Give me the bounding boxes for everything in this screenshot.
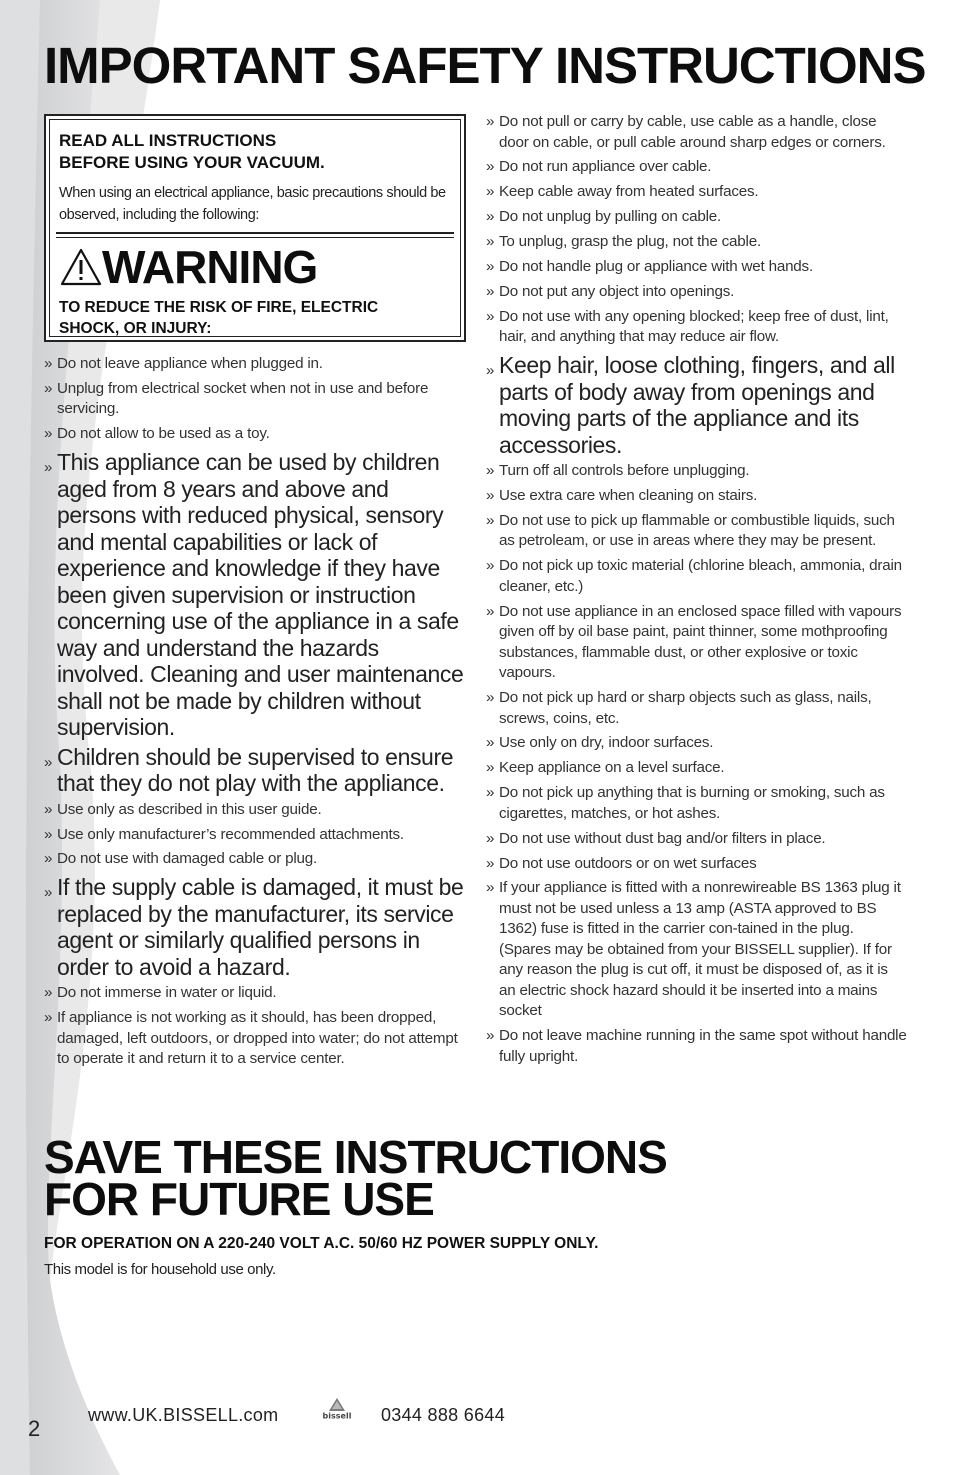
save-line2: FOR FUTURE USE — [44, 1173, 434, 1225]
bullet-marker: » — [486, 113, 495, 130]
bullet-marker: » — [486, 759, 495, 777]
instruction-text: Use extra care when cleaning on stairs. — [499, 487, 758, 505]
instruction-text: Do not use outdoors or on wet surfaces — [499, 854, 757, 872]
instruction-item — [44, 825, 468, 846]
bullet-marker: » — [486, 183, 495, 201]
bullet-marker: » — [486, 158, 495, 176]
bullet-marker: » — [486, 208, 495, 226]
bullet-marker: » — [486, 854, 495, 872]
instruction-text: Do not use with any opening blocked; keep free of dust, lint, hair, and anything that may reduce air flow. — [499, 307, 889, 346]
read-all-line2: BEFORE USING YOUR VACUUM. — [59, 153, 325, 172]
instruction-text: Do not use to pick up flammable or combustible liquids, such as petroleam, or use in areas where they may be present. — [499, 511, 895, 550]
instruction-item — [486, 556, 908, 597]
read-all-line1: READ ALL INSTRUCTIONS — [59, 131, 277, 150]
instruction-item — [44, 1008, 468, 1070]
power-supply-note: FOR OPERATION ON A 220-240 VOLT A.C. 50/60 HZ POWER SUPPLY ONLY. — [44, 1235, 599, 1252]
right-instruction-list — [486, 112, 908, 1072]
instruction-item — [486, 207, 908, 228]
page-title: IMPORTANT SAFETY INSTRUCTIONS — [44, 37, 926, 94]
instruction-text: Unplug from electrical socket when not in use and before servicing. — [57, 379, 429, 418]
instruction-item — [44, 449, 468, 741]
instruction-item — [486, 307, 908, 348]
left-instruction-list — [44, 354, 468, 1074]
instruction-item — [44, 800, 468, 821]
bissell-logo-icon — [312, 1397, 362, 1427]
instruction-text: Use only as described in this user guide. — [57, 800, 322, 818]
bullet-marker: » — [486, 487, 495, 505]
instruction-text: Do not leave appliance when plugged in. — [57, 355, 323, 372]
instruction-item — [486, 854, 908, 875]
instruction-item — [44, 424, 468, 445]
instruction-item — [486, 282, 908, 303]
bullet-marker: » — [44, 884, 52, 902]
bullet-marker: » — [486, 362, 494, 380]
instruction-item — [44, 849, 468, 870]
instruction-text: Use only manufacturer’s recommended attachments. — [57, 825, 404, 843]
instruction-item — [486, 112, 908, 153]
instruction-item — [486, 182, 908, 203]
instruction-text: Use only on dry, indoor surfaces. — [499, 734, 714, 752]
instruction-text: Keep appliance on a level surface. — [499, 759, 725, 777]
instruction-text: Do not pick up toxic material (chlorine bleach, ammonia, drain cleaner, etc.) — [499, 557, 902, 595]
bullet-marker: » — [44, 459, 52, 477]
instruction-text: Do not pick up anything that is burning or smoking, such as cigarettes, matches, or hot ashes. — [499, 784, 885, 822]
footer — [0, 1395, 954, 1475]
bullet-marker: » — [486, 689, 495, 707]
instruction-text: Children should be supervised to ensure that they do not play with the appliance. — [57, 743, 454, 797]
instruction-text: Do not leave machine running in the same spot without handle fully upright. — [499, 1027, 907, 1065]
instruction-item — [486, 1026, 908, 1067]
instruction-text: Do not pull or carry by cable, use cable as a handle, close door on cable, or pull cable around sharp edges or corners. — [499, 113, 886, 151]
instruction-item — [486, 758, 908, 779]
bullet-marker: » — [486, 511, 495, 529]
bullet-marker: » — [486, 557, 495, 575]
reduce-risk-line2: SHOCK, OR INJURY: — [59, 320, 212, 337]
instruction-item — [486, 157, 908, 178]
instruction-item — [486, 688, 908, 729]
reduce-risk-line1: TO REDUCE THE RISK OF FIRE, ELECTRIC — [59, 299, 379, 316]
reduce-risk-text — [59, 297, 378, 339]
instruction-item — [486, 461, 908, 482]
instruction-text: This appliance can be used by children aged from 8 years and above and persons with reduced physical, sensory and mental capabilities or lack of experience and knowledge if they have been given supervision or instruction concerning use of the appliance in a safe way and understand the hazards involved. Cleaning and user maintenance shall not be made by children without supervision. — [57, 449, 464, 741]
warning-word: WARNING — [102, 241, 318, 293]
instruction-item — [486, 486, 908, 507]
instruction-item — [486, 232, 908, 253]
instruction-text: Do not use with damaged cable or plug. — [57, 850, 318, 868]
website-link[interactable]: www.UK.BISSELL.com — [88, 1405, 279, 1425]
save-line1: SAVE THESE INSTRUCTIONS — [44, 1131, 667, 1183]
instruction-item — [44, 744, 468, 797]
bullet-marker: » — [44, 753, 52, 771]
instruction-text: Turn off all controls before unplugging. — [499, 462, 750, 480]
instruction-text: Do not run appliance over cable. — [499, 158, 712, 176]
read-all-heading — [59, 130, 325, 174]
instruction-text: If appliance is not working as it should, has been dropped, damaged, left outdoors, or dropped into water; do not attempt to operate it and return it to a service center. — [57, 1009, 458, 1068]
instruction-text: Do not use without dust bag and/or filters in place. — [499, 829, 826, 847]
bullet-marker: » — [486, 602, 495, 620]
instruction-text: To unplug, grasp the plug, not the cable. — [499, 233, 761, 251]
bullet-marker: » — [486, 257, 495, 275]
warning-box — [44, 114, 466, 342]
instruction-item — [44, 874, 468, 980]
bullet-marker: » — [486, 462, 495, 480]
bullet-marker: » — [486, 879, 495, 897]
instruction-item — [486, 829, 908, 850]
bullet-marker: » — [44, 379, 53, 397]
instruction-text: Do not handle plug or appliance with wet hands. — [499, 257, 813, 275]
instruction-text: If the supply cable is damaged, it must be replaced by the manufacturer, its service agent or similarly qualified persons in order to avoid a hazard. — [57, 874, 464, 980]
instruction-item — [486, 878, 908, 1022]
svg-text:bissell: bissell — [322, 1411, 352, 1421]
bullet-marker: » — [44, 984, 53, 1002]
instruction-item — [486, 352, 908, 458]
save-instructions-heading — [44, 1131, 667, 1225]
instruction-text: Keep cable away from heated surfaces. — [499, 183, 759, 201]
bullet-marker: » — [486, 829, 495, 847]
instruction-item — [486, 511, 908, 552]
instruction-text: Keep hair, loose clothing, fingers, and all parts of body away from openings and moving parts of the appliance and its accessories. — [499, 352, 895, 458]
instruction-item — [44, 983, 468, 1004]
phone-number[interactable]: 0344 888 6644 — [381, 1405, 506, 1425]
bullet-marker: » — [486, 734, 495, 752]
instruction-text: If your appliance is fitted with a nonrewireable BS 1363 plug it must not be used unless a 13 amp (ASTA approved to BS 1362) fuse is fitted in the carrier con-tained in the plug. (Spares may be obtained from your BISSELL supplier). If for any reason the plug is cut off, it must be disposed of, as it is an electric shock hazard should it be inserted into a mains socket — [499, 879, 901, 1020]
bullet-marker: » — [486, 233, 495, 251]
instruction-text: Do not put any object into openings. — [499, 282, 735, 300]
instruction-item — [486, 257, 908, 278]
bullet-marker: » — [486, 1027, 495, 1045]
divider — [56, 237, 454, 238]
instruction-item — [486, 602, 908, 684]
instruction-item — [486, 783, 908, 824]
instruction-text: Do not allow to be used as a toy. — [57, 425, 270, 443]
bullet-marker: » — [44, 425, 53, 443]
divider — [56, 232, 454, 234]
bullet-marker: » — [44, 850, 53, 868]
bullet-marker: » — [44, 825, 53, 843]
page-number: 2 — [28, 1416, 41, 1441]
instruction-text: Do not use appliance in an enclosed space filled with vapours given off by oil base paint, paint thinner, some mothproofing substances, flammable dust, or other explosive or toxic vapours. — [499, 602, 902, 682]
instruction-text: Do not pick up hard or sharp objects such as glass, nails, screws, coins, etc. — [499, 689, 872, 727]
bullet-marker: » — [486, 282, 495, 300]
instruction-text: Do not immerse in water or liquid. — [57, 984, 277, 1002]
instruction-item — [486, 733, 908, 754]
bullet-marker: » — [486, 784, 495, 802]
bullet-marker: » — [44, 1009, 53, 1027]
instruction-item — [44, 379, 468, 420]
bullet-marker: » — [486, 307, 495, 325]
warning-triangle-icon — [60, 248, 102, 286]
bullet-marker: » — [44, 800, 53, 818]
instruction-text: Do not unplug by pulling on cable. — [499, 208, 722, 226]
warning-heading — [60, 242, 317, 292]
precaution-text: When using an electrical appliance, basic precautions should be observed, including the following: — [59, 185, 446, 223]
instruction-item — [44, 354, 468, 375]
bullet-marker: » — [44, 355, 53, 372]
household-note: This model is for household use only. — [44, 1261, 276, 1278]
